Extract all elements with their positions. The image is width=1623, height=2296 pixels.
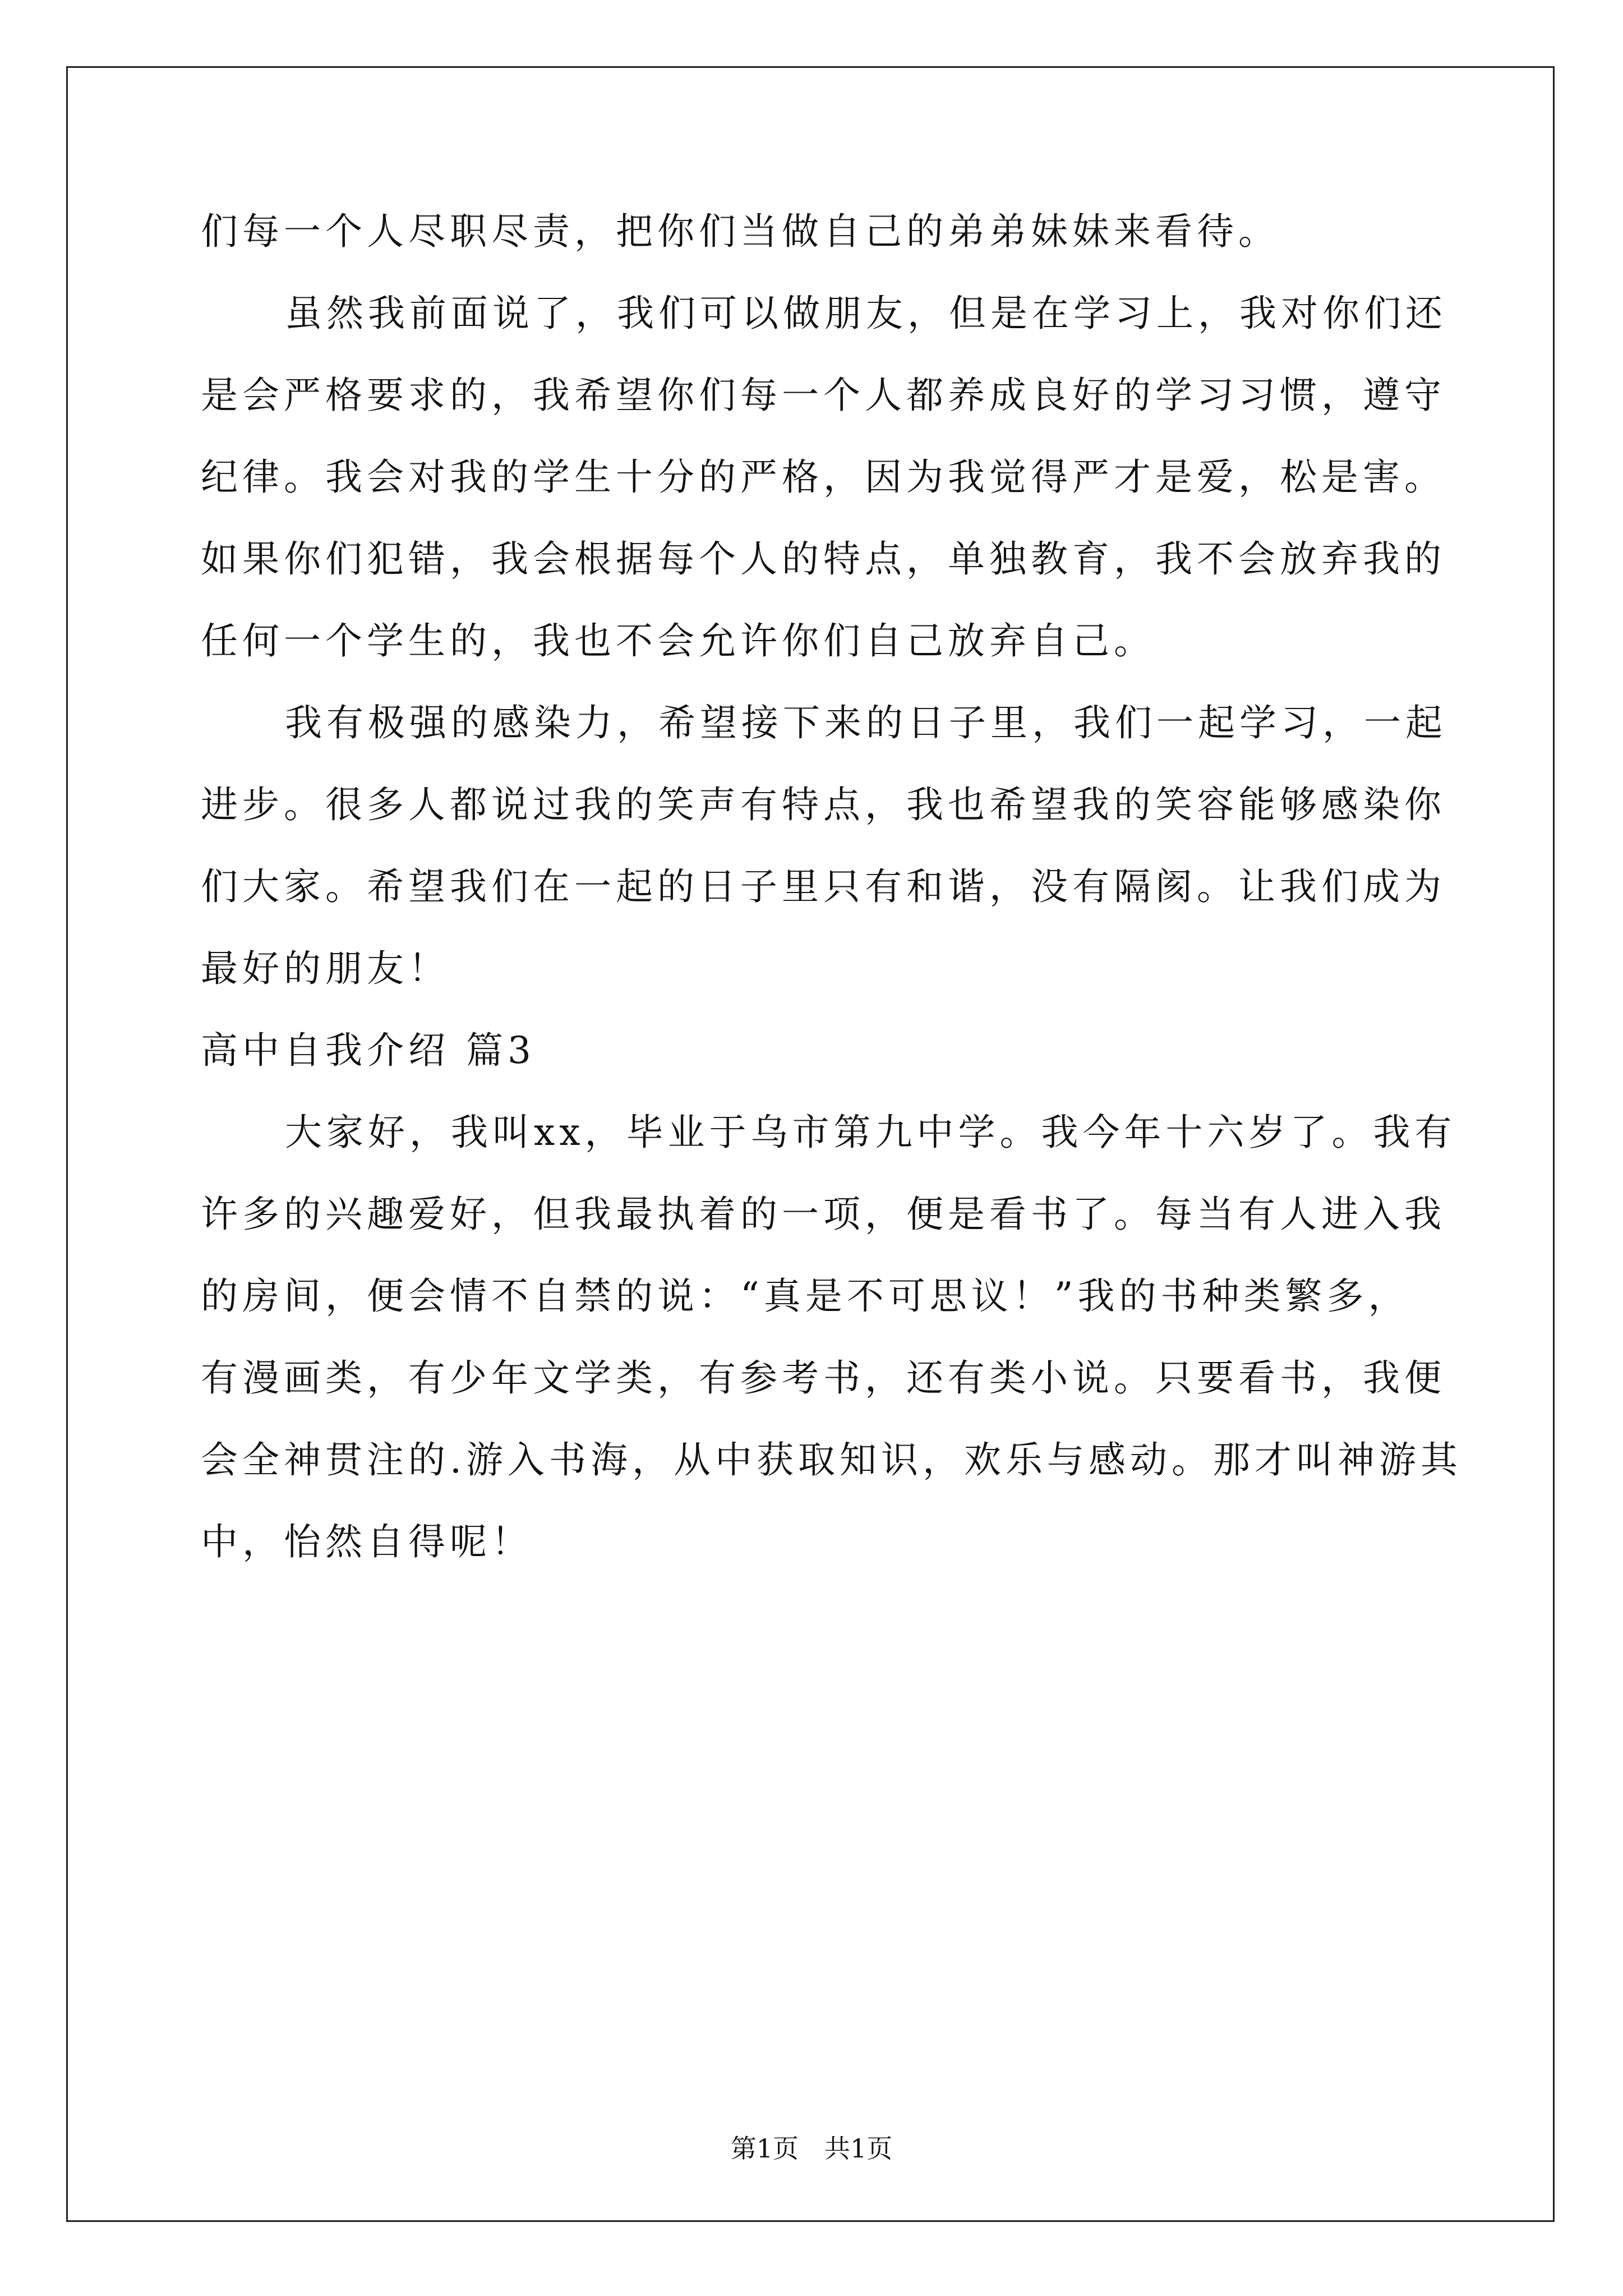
text-line: 虽然我前面说了，我们可以做朋友，但是在学习上，我对你们还 — [285, 292, 1447, 335]
text-line: 们大家。希望我们在一起的日子里只有和谐，没有隔阂。让我们成为 — [201, 865, 1446, 908]
page-footer: 第1页 共1页 — [730, 2133, 893, 2164]
text-line: 大家好，我叫xx，毕业于乌市第九中学。我今年十六岁了。我有 — [285, 1111, 1456, 1154]
text-line: 任何一个学生的，我也不会允许你们自己放弃自己。 — [201, 619, 1155, 662]
text-line: 是会严格要求的，我希望你们每一个人都养成良好的学习习惯，遵守 — [201, 374, 1446, 417]
text-line: 纪律。我会对我的学生十分的严格，因为我觉得严才是爱，松是害。 — [201, 455, 1446, 499]
text-line: 如果你们犯错，我会根据每个人的特点，单独教育，我不会放弃我的 — [201, 537, 1446, 581]
text-line: 们每一个人尽职尽责，把你们当做自己的弟弟妹妹来看待。 — [201, 210, 1280, 253]
text-line: 我有极强的感染力，希望接下来的日子里，我们一起学习，一起 — [285, 701, 1447, 744]
text-line: 许多的兴趣爱好，但我最执着的一项，便是看书了。每当有人进入我 — [201, 1193, 1446, 1236]
text-line: 有漫画类，有少年文学类，有参考书，还有类小说。只要看书，我便 — [201, 1356, 1446, 1400]
text-line: 进步。很多人都说过我的笑声有特点，我也希望我的笑容能够感染你 — [201, 783, 1446, 826]
text-line: 会全神贯注的.游入书海，从中获取知识，欢乐与感动。那才叫神游其 — [201, 1438, 1462, 1481]
text-line: 中，怡然自得呢！ — [201, 1520, 533, 1563]
section-heading: 高中自我介绍 篇3 — [201, 1029, 536, 1072]
text-line: 的房间，便会情不自禁的说：“真是不可思议！”我的书种类繁多， — [201, 1274, 1410, 1318]
text-line: 最好的朋友！ — [201, 947, 450, 990]
